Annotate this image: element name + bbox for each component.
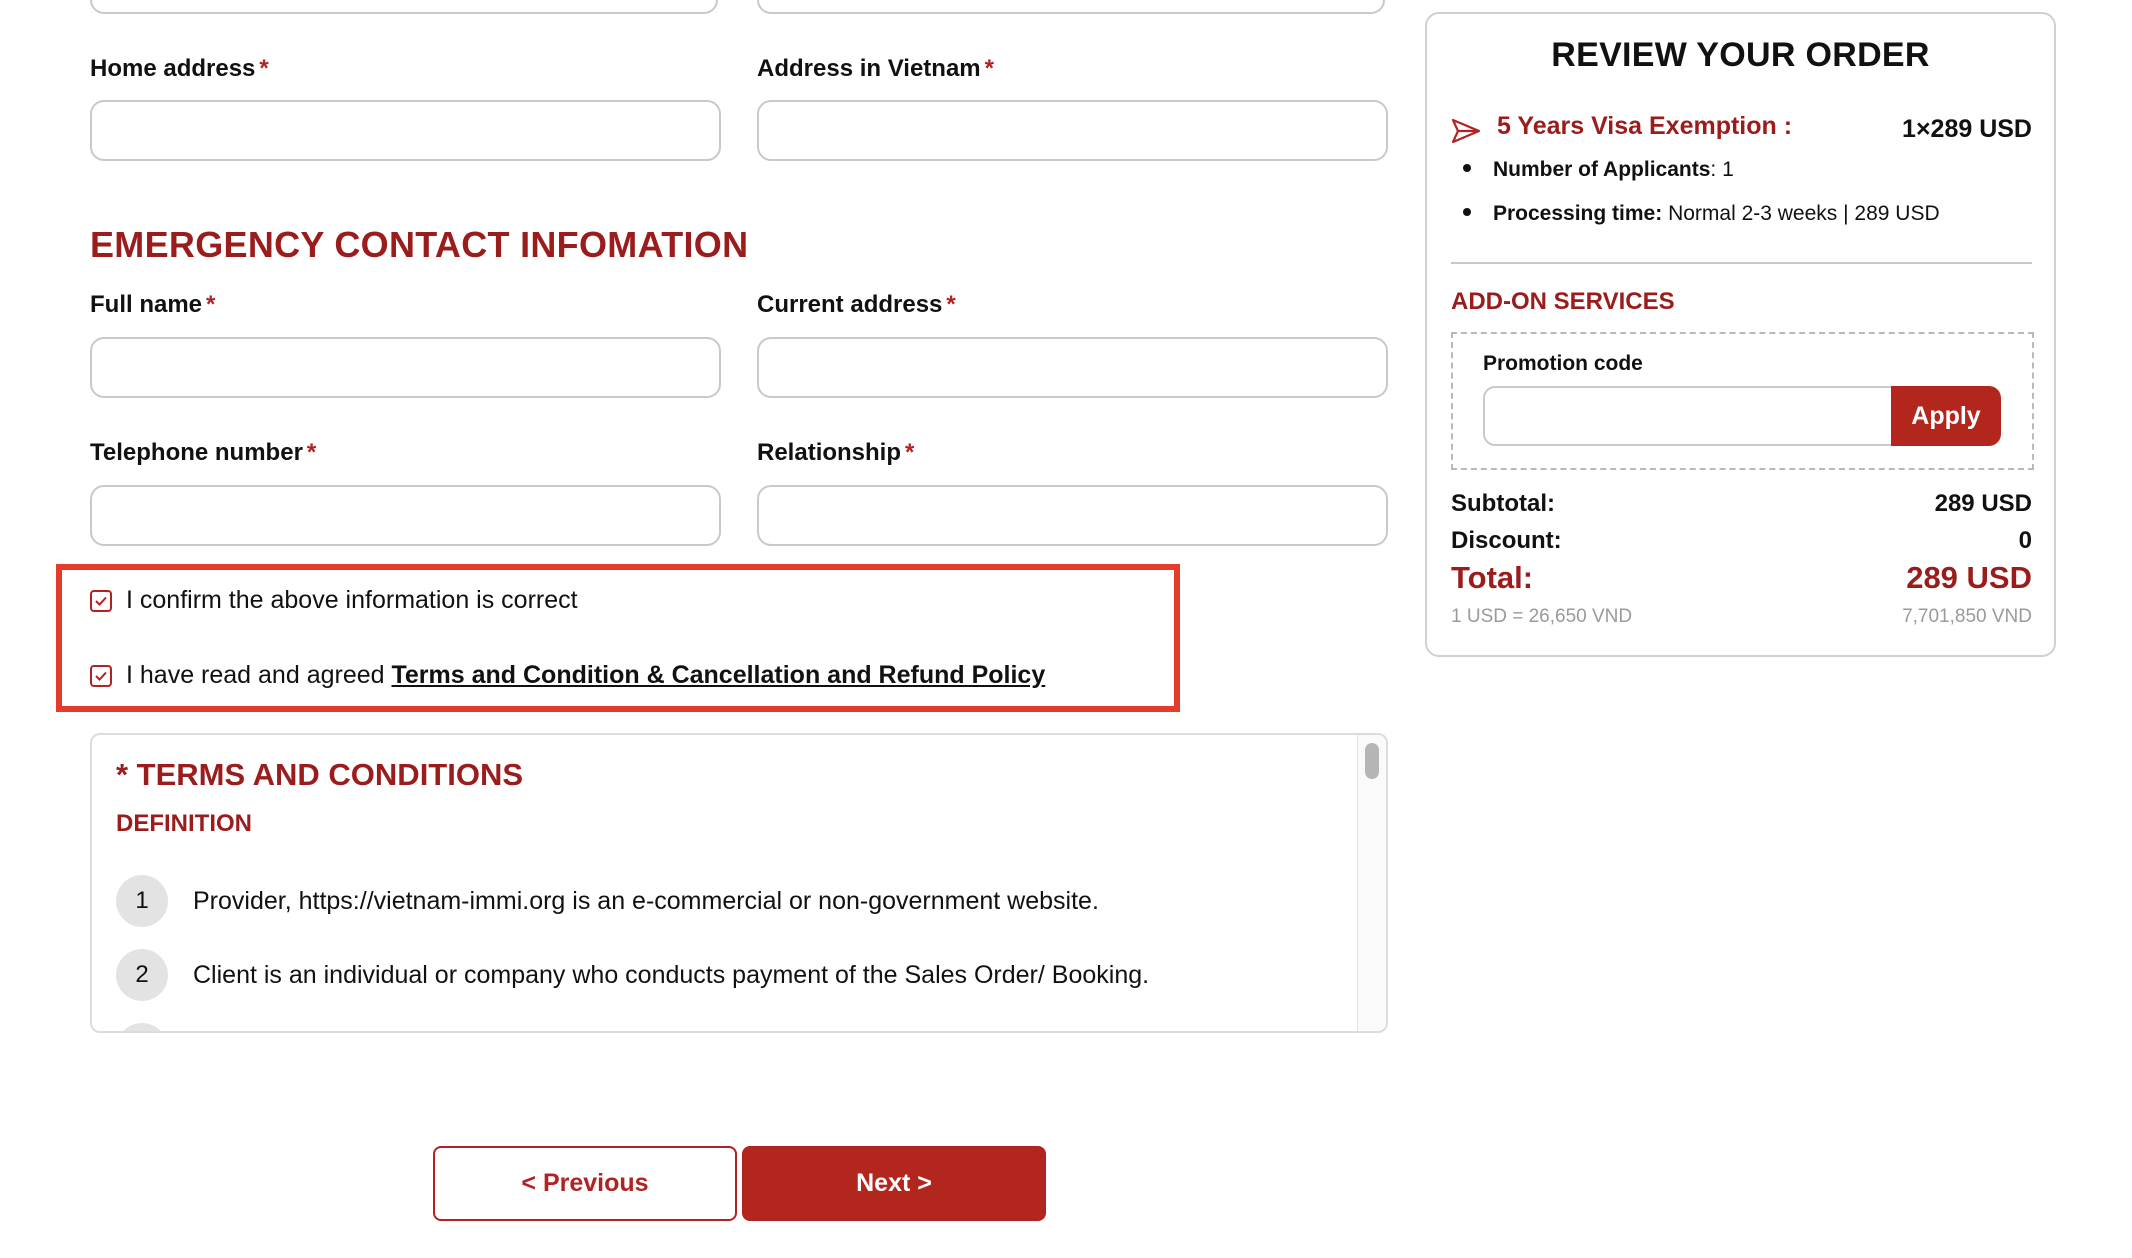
relationship-label (757, 439, 914, 467)
telephone-input[interactable] (90, 485, 721, 546)
check-icon (93, 668, 109, 684)
subtotal-value: 289 USD (1934, 490, 2032, 517)
order-title: REVIEW YOUR ORDER (1551, 36, 1930, 74)
home-address-label (90, 55, 269, 83)
current-address-input[interactable] (757, 337, 1388, 398)
confirm-info-checkbox[interactable] (90, 590, 112, 612)
discount-value: 0 (2018, 527, 2032, 554)
home-address-label-text: Home address (90, 55, 256, 82)
top-left-input-partial[interactable] (90, 0, 718, 14)
agree-terms-text (126, 661, 1045, 690)
full-name-input[interactable] (90, 337, 721, 398)
address-vietnam-label-text: Address in Vietnam (757, 55, 981, 82)
addon-title: ADD-ON SERVICES (1451, 288, 1675, 315)
current-address-label-text: Current address (757, 291, 943, 318)
full-name-label-text: Full name (90, 291, 203, 318)
required-mark: * (306, 439, 317, 466)
previous-button[interactable]: < Previous (433, 1146, 737, 1221)
definition-number: 2 (116, 949, 168, 1001)
required-mark: * (259, 55, 269, 82)
terms-scrollbar[interactable] (1357, 735, 1386, 1031)
required-mark: * (905, 439, 915, 466)
processing-value: Normal 2-3 weeks | 289 USD (1662, 202, 1940, 225)
relationship-input[interactable] (757, 485, 1388, 546)
applicants-row (1463, 158, 1734, 182)
relationship-label-text: Relationship (757, 439, 902, 466)
bullet-icon (1463, 208, 1471, 216)
terms-subtitle: DEFINITION (116, 810, 252, 837)
promo-code-input[interactable] (1483, 386, 1893, 446)
applicants-label: Number of Applicants (1493, 158, 1711, 181)
required-mark: * (946, 291, 956, 318)
discount-label: Discount: (1451, 527, 1562, 554)
telephone-label-text: Telephone number (90, 439, 303, 466)
terms-title: * TERMS AND CONDITIONS (116, 757, 524, 792)
agree-prefix: I have read and agreed (126, 661, 392, 689)
total-label: Total: (1451, 560, 1534, 595)
apply-button[interactable]: Apply (1891, 386, 2001, 446)
vnd-total: 7,701,850 VND (1902, 606, 2032, 627)
terms-policy-link[interactable]: Terms and Condition & Cancellation and Refund Policy (391, 661, 1046, 689)
terms-scrollbar-thumb[interactable] (1365, 743, 1379, 779)
definition-number-partial (116, 1023, 168, 1033)
address-vietnam-input[interactable] (757, 100, 1388, 161)
total-value: 289 USD (1906, 560, 2032, 595)
next-button[interactable]: Next > (742, 1146, 1046, 1221)
promo-box (1451, 332, 2034, 470)
required-mark: * (206, 291, 216, 318)
processing-label: Processing time: (1493, 202, 1663, 225)
applicants-value: : 1 (1710, 158, 1734, 181)
required-mark: * (984, 55, 994, 82)
order-divider (1451, 262, 2032, 264)
current-address-label (757, 291, 956, 319)
bullet-icon (1463, 164, 1471, 172)
exchange-rate: 1 USD = 26,650 VND (1451, 606, 1633, 627)
confirm-info-text: I confirm the above information is correct (126, 586, 578, 614)
terms-panel[interactable] (90, 733, 1388, 1033)
address-vietnam-label (757, 55, 994, 83)
paper-plane-icon (1451, 118, 1481, 144)
top-right-input-partial[interactable] (757, 0, 1385, 14)
home-address-input[interactable] (90, 100, 721, 161)
definition-number: 1 (116, 875, 168, 927)
subtotal-label: Subtotal: (1451, 490, 1555, 517)
check-icon (93, 593, 109, 609)
telephone-label (90, 439, 316, 467)
emergency-section-title: EMERGENCY CONTACT INFOMATION (90, 224, 749, 265)
product-name: 5 Years Visa Exemption : (1497, 112, 1793, 140)
definition-text: Provider, https://vietnam-immi.org is an e-commercial or non-government website. (193, 887, 1099, 915)
full-name-label (90, 291, 215, 319)
order-review-card (1425, 12, 2056, 657)
agree-terms-checkbox[interactable] (90, 665, 112, 687)
product-price: 1×289 USD (1902, 115, 2032, 143)
promo-label: Promotion code (1483, 352, 1643, 375)
processing-row (1463, 202, 1940, 226)
definition-text: Client is an individual or company who conducts payment of the Sales Order/ Booking. (193, 961, 1150, 989)
